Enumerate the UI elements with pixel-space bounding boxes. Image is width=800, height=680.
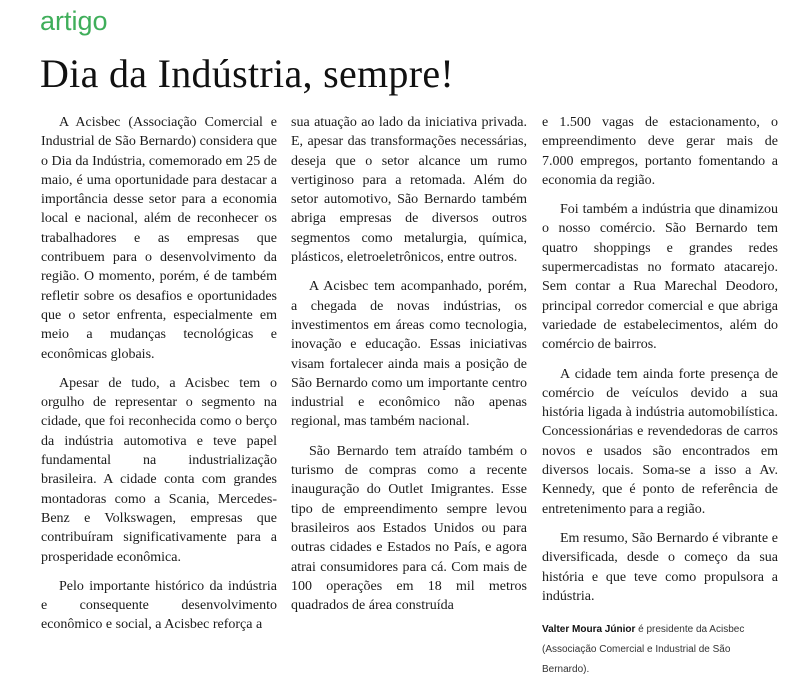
article-column-2 xyxy=(291,113,527,615)
article-column-1 xyxy=(41,113,277,635)
paragraph: Em resumo, São Bernardo é vibrante e diversificada, desde o começo da sua história e que teve como propulsora a indústria. xyxy=(542,530,778,604)
article-column-3 xyxy=(542,113,778,680)
paragraph: São Bernardo tem atraído também o turismo de compras como a recente inauguração do Outlet Imigrantes. Esse tipo de empreendimento sempre levou brasileiros aos Estados Unidos ou para outras cidades e Estados no País, e agora atrai consumidores para cá. Com mais de 100 operações em 18 mil metros quadrados de área construída xyxy=(291,443,527,614)
paragraph: A Acisbec (Associação Comercial e Industrial de São Bernardo) considera que o Dia da Indústria, comemorado em 25 de maio, é uma oportunidade para destacar a importância desse setor para a economia local e nacional, além de reconhecer os trabalhadores e as empresas que contribuem para o desenvolvimento da região. O momento, porém, é de também refletir sobre os desafios e oportunidades que o setor enfrenta, especialmente em meio a mudanças tecnológicas e econômicas globais. xyxy=(41,115,277,362)
paragraph: Apesar de tudo, a Acisbec tem o orgulho de representar o segmento na cidade, que foi reconhecida como o berço da indústria automotiva e teve papel fundamental na industrialização brasileira. A cidade conta com grandes montadoras como a Scania, Mercedes-Benz e Volkswagen, empresas que contribuíram significativamente para a prosperidade econômica. xyxy=(41,375,277,565)
author-name: Valter Moura Júnior xyxy=(542,624,636,636)
author-signature xyxy=(542,620,778,680)
paragraph: A cidade tem ainda forte presença de comércio de veículos devido a sua história ligada à indústria automobilística. Concessionárias e revendedoras de carros novos e usados são encontrados em diversos locais. Soma-se a isso a Av. Kennedy, que é ponto de referência de entretenimento para a região. xyxy=(542,366,778,517)
section-label: artigo xyxy=(40,6,108,36)
paragraph: e 1.500 vagas de estacionamento, o empreendimento deve gerar mais de 7.000 empregos, portanto fomentando a economia da região. xyxy=(542,115,778,188)
headline: Dia da Indústria, sempre! xyxy=(40,51,455,96)
paragraph: sua atuação ao lado da iniciativa privada. E, apesar das transformações necessárias, deseja que o setor alcance um rumo vertiginoso para a retomada. Além do setor automotivo, São Bernardo também abriga empresas de diversos outros segmentos como metalurgia, química, plásticos, eletroeletrônicos, entre outros. xyxy=(291,115,527,266)
paragraph: Pelo importante histórico da indústria e consequente desenvolvimento econômico e social, a Acisbec reforça a xyxy=(41,578,277,633)
author-role: é presidente da Acisbec (Associação Comercial e Industrial de São Bernardo). xyxy=(542,624,745,676)
paragraph: Foi também a indústria que dinamizou o nosso comércio. São Bernardo tem quatro shoppings e grandes redes supermercadistas no formato atacarejo. Sem contar a Rua Marechal Deodoro, principal corredor comercial e que abriga variedade de estabelecimentos, além do comércio de bairros. xyxy=(542,202,778,353)
paragraph: A Acisbec tem acompanhado, porém, a chegada de novas indústrias, os investimentos em áreas como tecnologia, inovação e educação. Essas iniciativas visam fortalecer ainda mais a posição de São Bernardo como um importante centro industrial e econômico não apenas regional, mas também nacional. xyxy=(291,279,527,430)
